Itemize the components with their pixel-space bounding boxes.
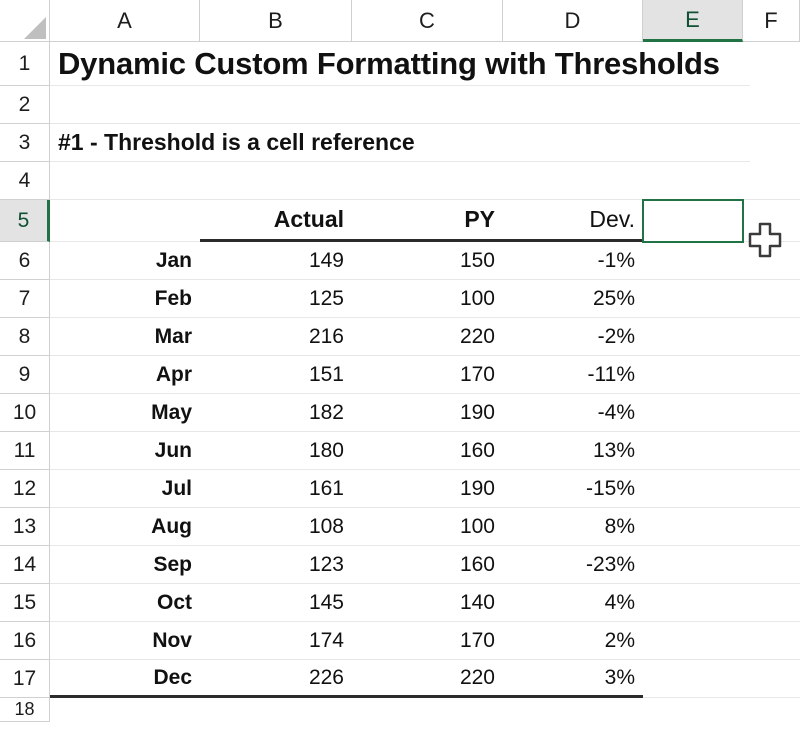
column-header-c[interactable]: C	[352, 0, 503, 42]
table-row	[0, 356, 800, 394]
cell-A15-month[interactable]: Oct	[50, 584, 200, 622]
grid-row-2	[0, 86, 800, 124]
table-row	[0, 660, 800, 698]
row-header-18[interactable]: 18	[0, 698, 50, 722]
cell-A10-month[interactable]: May	[50, 394, 200, 432]
cell-F12[interactable]	[743, 470, 800, 508]
cell-C4[interactable]	[352, 162, 503, 200]
cell-F7[interactable]	[743, 280, 800, 318]
column-header-e[interactable]: E	[643, 0, 743, 42]
cell-E6[interactable]	[643, 242, 743, 280]
cell-A4[interactable]	[50, 162, 200, 200]
cell-D13-dev[interactable]: 8%	[503, 508, 643, 546]
cell-E9[interactable]	[643, 356, 743, 394]
row-header-6[interactable]: 6	[0, 242, 50, 280]
table-row	[0, 470, 800, 508]
cell-F16[interactable]	[743, 622, 800, 660]
cell-B10-actual[interactable]: 182	[200, 394, 352, 432]
row-header-7[interactable]: 7	[0, 280, 50, 318]
cell-B4[interactable]	[200, 162, 352, 200]
grid-row-3	[0, 124, 800, 162]
table-row	[0, 394, 800, 432]
column-header-a[interactable]: A	[50, 0, 200, 42]
cell-C9-py[interactable]: 170	[352, 356, 503, 394]
cell-A3-subtitle[interactable]: #1 - Threshold is a cell reference	[50, 124, 750, 162]
cell-A1-title[interactable]: Dynamic Custom Formatting with Thresholds	[50, 42, 750, 86]
cell-F5[interactable]	[743, 200, 800, 242]
cell-D7-dev[interactable]: 25%	[503, 280, 643, 318]
cell-C5-header-py[interactable]: PY	[352, 200, 503, 242]
cell-D15-dev[interactable]: 4%	[503, 584, 643, 622]
cell-D5-header-dev[interactable]: Dev.	[503, 200, 643, 242]
cell-B7-actual[interactable]: 125	[200, 280, 352, 318]
cell-D18[interactable]	[503, 698, 643, 722]
column-header-row	[0, 0, 800, 42]
table-row	[0, 508, 800, 546]
row-header-4[interactable]: 4	[0, 162, 50, 200]
cell-F8[interactable]	[743, 318, 800, 356]
cell-F13[interactable]	[743, 508, 800, 546]
cell-E14[interactable]	[643, 546, 743, 584]
cell-A11-month[interactable]: Jun	[50, 432, 200, 470]
cell-D6-dev[interactable]: -1%	[503, 242, 643, 280]
cell-B14-actual[interactable]: 123	[200, 546, 352, 584]
row-header-14[interactable]: 14	[0, 546, 50, 584]
cell-E5-selected[interactable]	[643, 200, 743, 242]
cell-C6-py[interactable]: 150	[352, 242, 503, 280]
cell-F17[interactable]	[743, 660, 800, 698]
row-header-8[interactable]: 8	[0, 318, 50, 356]
cell-C10-py[interactable]: 190	[352, 394, 503, 432]
row-header-17[interactable]: 17	[0, 660, 50, 698]
cell-D16-dev[interactable]: 2%	[503, 622, 643, 660]
row-header-10[interactable]: 10	[0, 394, 50, 432]
row-header-13[interactable]: 13	[0, 508, 50, 546]
column-header-d[interactable]: D	[503, 0, 643, 42]
cell-C17-py[interactable]: 220	[352, 660, 503, 698]
cell-B5-header-actual[interactable]: Actual	[200, 200, 352, 242]
cell-F10[interactable]	[743, 394, 800, 432]
cell-E11[interactable]	[643, 432, 743, 470]
cell-A18[interactable]	[50, 698, 200, 722]
row-header-12[interactable]: 12	[0, 470, 50, 508]
cell-E2[interactable]	[643, 86, 743, 124]
cell-D9-dev[interactable]: -11%	[503, 356, 643, 394]
cell-B18[interactable]	[200, 698, 352, 722]
cell-D4[interactable]	[503, 162, 643, 200]
grid-row-4	[0, 162, 800, 200]
grid-row-18	[0, 698, 800, 722]
cell-F9[interactable]	[743, 356, 800, 394]
cell-F4[interactable]	[743, 162, 800, 200]
cell-D2[interactable]	[503, 86, 643, 124]
cell-A13-month[interactable]: Aug	[50, 508, 200, 546]
cell-E15[interactable]	[643, 584, 743, 622]
table-row	[0, 622, 800, 660]
cell-A7-month[interactable]: Feb	[50, 280, 200, 318]
cell-B2[interactable]	[200, 86, 352, 124]
cell-D12-dev[interactable]: -15%	[503, 470, 643, 508]
row-header-1[interactable]: 1	[0, 42, 50, 86]
cell-B13-actual[interactable]: 108	[200, 508, 352, 546]
cell-D14-dev[interactable]: -23%	[503, 546, 643, 584]
cell-E8[interactable]	[643, 318, 743, 356]
cell-B8-actual[interactable]: 216	[200, 318, 352, 356]
cell-A12-month[interactable]: Jul	[50, 470, 200, 508]
table-row	[0, 318, 800, 356]
select-all-corner[interactable]	[0, 0, 50, 42]
row-header-9[interactable]: 9	[0, 356, 50, 394]
cell-A16-month[interactable]: Nov	[50, 622, 200, 660]
table-row	[0, 242, 800, 280]
row-header-2[interactable]: 2	[0, 86, 50, 124]
cell-C15-py[interactable]: 140	[352, 584, 503, 622]
cell-B17-actual[interactable]: 226	[200, 660, 352, 698]
cell-F11[interactable]	[743, 432, 800, 470]
cell-F6[interactable]	[743, 242, 800, 280]
cell-C14-py[interactable]: 160	[352, 546, 503, 584]
cell-B9-actual[interactable]: 151	[200, 356, 352, 394]
cell-B6-actual[interactable]: 149	[200, 242, 352, 280]
column-header-f[interactable]: F	[743, 0, 800, 42]
grid-row-5	[0, 200, 800, 242]
cell-E13[interactable]	[643, 508, 743, 546]
cell-A5[interactable]	[50, 200, 200, 242]
cell-C18[interactable]	[352, 698, 503, 722]
grid-row-1	[0, 42, 800, 86]
cell-E12[interactable]	[643, 470, 743, 508]
row-header-11[interactable]: 11	[0, 432, 50, 470]
cell-B11-actual[interactable]: 180	[200, 432, 352, 470]
row-header-5[interactable]: 5	[0, 200, 50, 242]
cell-E7[interactable]	[643, 280, 743, 318]
cell-F2[interactable]	[743, 86, 800, 124]
cell-E4[interactable]	[643, 162, 743, 200]
cell-B15-actual[interactable]: 145	[200, 584, 352, 622]
cell-D8-dev[interactable]: -2%	[503, 318, 643, 356]
cell-C7-py[interactable]: 100	[352, 280, 503, 318]
cell-D17-dev[interactable]: 3%	[503, 660, 643, 698]
cell-E18[interactable]	[643, 698, 743, 722]
table-row	[0, 584, 800, 622]
cell-E17[interactable]	[643, 660, 743, 698]
row-header-16[interactable]: 16	[0, 622, 50, 660]
cell-F18[interactable]	[743, 698, 800, 722]
cell-F15[interactable]	[743, 584, 800, 622]
cell-B12-actual[interactable]: 161	[200, 470, 352, 508]
cell-C13-py[interactable]: 100	[352, 508, 503, 546]
cell-A17-month[interactable]: Dec	[50, 660, 200, 698]
cell-C2[interactable]	[352, 86, 503, 124]
table-row	[0, 280, 800, 318]
cell-E10[interactable]	[643, 394, 743, 432]
cell-D10-dev[interactable]: -4%	[503, 394, 643, 432]
row-header-15[interactable]: 15	[0, 584, 50, 622]
cell-C16-py[interactable]: 170	[352, 622, 503, 660]
cell-A9-month[interactable]: Apr	[50, 356, 200, 394]
cell-C11-py[interactable]: 160	[352, 432, 503, 470]
cell-A2[interactable]	[50, 86, 200, 124]
column-header-b[interactable]: B	[200, 0, 352, 42]
cell-C12-py[interactable]: 190	[352, 470, 503, 508]
cell-D11-dev[interactable]: 13%	[503, 432, 643, 470]
table-row	[0, 432, 800, 470]
cell-C8-py[interactable]: 220	[352, 318, 503, 356]
table-row	[0, 546, 800, 584]
cell-A14-month[interactable]: Sep	[50, 546, 200, 584]
cell-F14[interactable]	[743, 546, 800, 584]
cell-B16-actual[interactable]: 174	[200, 622, 352, 660]
cell-A6-month[interactable]: Jan	[50, 242, 200, 280]
cell-E16[interactable]	[643, 622, 743, 660]
cell-A8-month[interactable]: Mar	[50, 318, 200, 356]
row-header-3[interactable]: 3	[0, 124, 50, 162]
